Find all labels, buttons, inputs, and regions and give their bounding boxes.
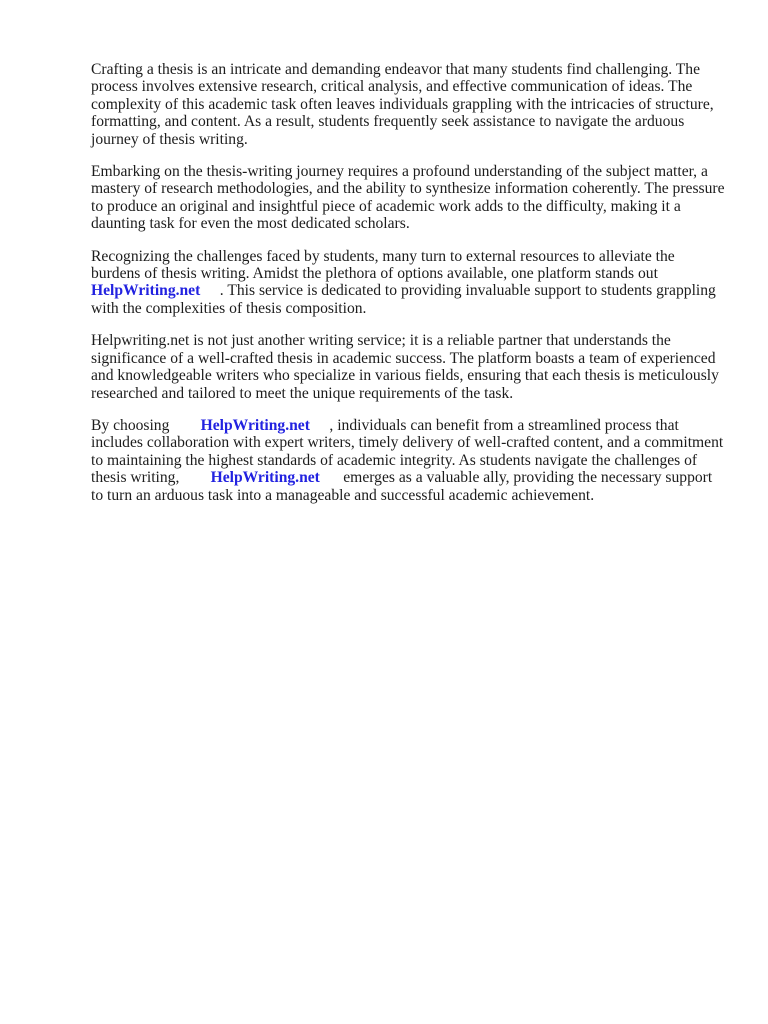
paragraph-text: Embarking on the thesis-writing journey requires a profound understanding of the subject matter, a mastery of research methodologies, and the ability to synthesize information coherently. The pressure to produce an original and insightful piece of academic work adds to the difficulty, making it a daunting task for even the most dedicated scholars. xyxy=(91,163,725,233)
paragraph-text: By choosing xyxy=(91,416,201,434)
paragraph-text: Recognizing the challenges faced by students, many turn to external resources to alleviate the burdens of thesis writing. Amidst the plethora of options available, one platform stands out xyxy=(91,247,675,283)
paragraph-embarking-journey xyxy=(91,163,725,233)
helpwriting-link[interactable]: HelpWriting.net xyxy=(200,416,310,434)
paragraph-crafting-thesis xyxy=(91,61,725,148)
paragraph-text: emerges as a valuable ally, providing the necessary support to turn an arduous task into a manageable and successful academic achievement. xyxy=(91,469,713,504)
helpwriting-link[interactable]: HelpWriting.net xyxy=(210,469,320,487)
document-text-block xyxy=(91,61,725,504)
paragraph-text: . This service is dedicated to providing invaluable support to students grappling with the complexities of thesis composition. xyxy=(91,282,716,317)
paragraph-text: Crafting a thesis is an intricate and demanding endeavor that many students find challenging. The process involves extensive research, critical analysis, and effective communication of ideas. The complexity of this academic task often leaves individuals grappling with the intricacies of structure, formatting, and content. As a result, students frequently seek assistance to navigate the arduous journey of thesis writing. xyxy=(91,61,714,148)
paragraph-by-choosing xyxy=(91,417,725,504)
paragraph-text: Helpwriting.net is not just another writing service; it is a reliable partner that understands the significance of a well-crafted thesis in academic success. The platform boasts a team of experienced and knowledgeable writers who specialize in various fields, ensuring that each thesis is meticulously researched and tailored to meet the unique requirements of the task. xyxy=(91,332,719,402)
paragraph-text: , individuals can benefit from a streamlined process that includes collaboration with expert writers, timely delivery of well-crafted content, and a commitment to maintaining the highest standards of academic integrity. As students navigate the challenges of thesis writing, xyxy=(91,416,724,487)
paragraph-recognizing-challenges xyxy=(91,248,725,318)
helpwriting-link[interactable]: HelpWriting.net xyxy=(91,282,201,300)
paragraph-reliable-partner xyxy=(91,332,725,402)
